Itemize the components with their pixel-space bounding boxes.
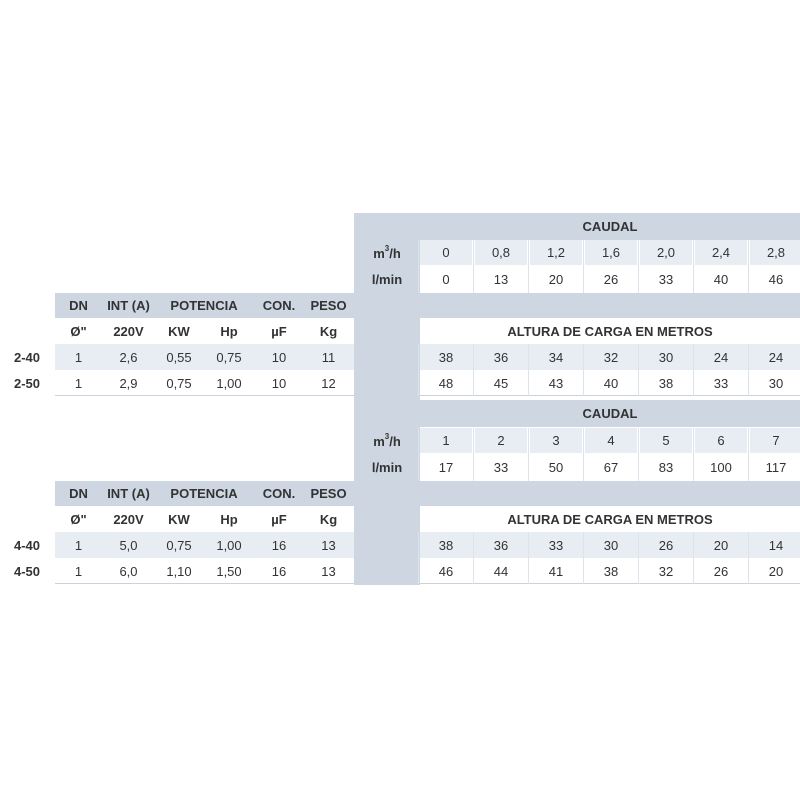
column-separator bbox=[638, 428, 639, 481]
column-separator bbox=[418, 532, 419, 584]
flow-m3h-value: 1,2 bbox=[530, 240, 582, 265]
table-rule bbox=[55, 395, 354, 396]
head-height-value: 30 bbox=[768, 375, 784, 391]
head-height-value: 38 bbox=[603, 563, 619, 579]
column-separator bbox=[528, 428, 529, 481]
flow-m3h-value: 7 bbox=[750, 428, 800, 453]
model-label: 2-50 bbox=[14, 375, 41, 391]
flow-m3h-value: 2,8 bbox=[750, 240, 800, 265]
flow-m3h-value: 6 bbox=[695, 428, 747, 453]
head-height-value: 43 bbox=[548, 375, 564, 391]
caudal-title: CAUDAL bbox=[582, 406, 638, 421]
column-separator bbox=[418, 240, 419, 293]
table-rule bbox=[55, 583, 354, 584]
column-separator bbox=[528, 532, 529, 584]
flow-lmin-value: 67 bbox=[603, 459, 619, 475]
head-height-value: 24 bbox=[768, 349, 784, 365]
head-height-value: 44 bbox=[493, 563, 509, 579]
head-height-value: 26 bbox=[713, 563, 729, 579]
column-separator bbox=[528, 240, 529, 293]
column-separator bbox=[693, 344, 694, 396]
column-separator bbox=[473, 428, 474, 481]
column-separator bbox=[473, 532, 474, 584]
flow-m3h-value: 4 bbox=[585, 428, 637, 453]
spec-value: 1,10 bbox=[166, 563, 192, 579]
flow-lmin-value: 40 bbox=[713, 271, 729, 287]
spec-value: 2,6 bbox=[119, 349, 138, 365]
flow-m3h-value: 2,0 bbox=[640, 240, 692, 265]
column-separator bbox=[583, 428, 584, 481]
caudal-title: CAUDAL bbox=[582, 219, 638, 234]
flow-lmin-value: 0 bbox=[442, 271, 450, 287]
spec-value: 6,0 bbox=[119, 563, 138, 579]
spec-value: 10 bbox=[271, 349, 287, 365]
spec-subheader-label: µF bbox=[271, 511, 287, 527]
column-separator bbox=[583, 532, 584, 584]
altura-header-band bbox=[354, 481, 800, 506]
flow-lmin-value: 26 bbox=[603, 271, 619, 287]
model-label: 2-40 bbox=[14, 349, 41, 365]
head-height-value: 33 bbox=[548, 537, 564, 553]
head-height-value: 41 bbox=[548, 563, 564, 579]
flow-lmin-value: 46 bbox=[768, 271, 784, 287]
head-height-value: 33 bbox=[713, 375, 729, 391]
column-separator bbox=[693, 428, 694, 481]
spec-subheader-label: Kg bbox=[319, 323, 338, 339]
spec-value: 0,55 bbox=[166, 349, 192, 365]
spec-header-label: POTENCIA bbox=[170, 486, 238, 501]
flow-lmin-value: 33 bbox=[493, 459, 509, 475]
head-height-value: 38 bbox=[438, 537, 454, 553]
spec-subheader-label: 220V bbox=[113, 511, 144, 527]
head-height-value: 40 bbox=[603, 375, 619, 391]
flow-lmin-value: 13 bbox=[493, 271, 509, 287]
spec-value: 0,75 bbox=[166, 375, 192, 391]
flow-m3h-value: 1 bbox=[420, 428, 472, 453]
spec-value: 13 bbox=[321, 563, 336, 579]
flow-m3h-value: 3 bbox=[530, 428, 582, 453]
head-height-value: 20 bbox=[768, 563, 784, 579]
altura-title: ALTURA DE CARGA EN METROS bbox=[507, 511, 713, 527]
spec-value: 5,0 bbox=[119, 537, 138, 553]
column-separator bbox=[748, 532, 749, 584]
spec-value: 1 bbox=[74, 349, 83, 365]
spec-value: 2,9 bbox=[119, 375, 138, 391]
unit-lmin-label: l/min bbox=[371, 459, 403, 475]
spec-subheader-label: 220V bbox=[113, 323, 144, 339]
head-height-value: 26 bbox=[658, 537, 674, 553]
head-height-value: 24 bbox=[713, 349, 729, 365]
model-label: 4-40 bbox=[14, 537, 41, 553]
spec-header-label: CON. bbox=[262, 298, 296, 313]
column-separator bbox=[638, 344, 639, 396]
head-height-value: 36 bbox=[493, 537, 509, 553]
flow-m3h-value: 0,8 bbox=[475, 240, 527, 265]
table-rule bbox=[420, 583, 800, 584]
altura-header-band bbox=[354, 293, 800, 318]
head-height-value: 34 bbox=[548, 349, 564, 365]
flow-lmin-value: 20 bbox=[548, 271, 564, 287]
spec-header-label: DN bbox=[69, 298, 88, 313]
head-height-value: 48 bbox=[438, 375, 454, 391]
spec-value: 0,75 bbox=[216, 349, 242, 365]
spec-value: 0,75 bbox=[166, 537, 192, 553]
spec-value: 1 bbox=[74, 563, 83, 579]
flow-m3h-value: 1,6 bbox=[585, 240, 637, 265]
head-height-value: 30 bbox=[603, 537, 619, 553]
spec-header-label: POTENCIA bbox=[170, 298, 238, 313]
column-separator bbox=[748, 240, 749, 293]
column-separator bbox=[418, 344, 419, 396]
spec-subheader-label: KW bbox=[168, 511, 190, 527]
spec-subheader-label: Ø" bbox=[70, 323, 87, 339]
spec-subheader-label: KW bbox=[168, 323, 190, 339]
flow-m3h-value: 0 bbox=[420, 240, 472, 265]
head-height-value: 38 bbox=[658, 375, 674, 391]
table-rule bbox=[420, 395, 800, 396]
head-height-value: 32 bbox=[658, 563, 674, 579]
spec-header-label: INT (A) bbox=[107, 486, 150, 501]
column-separator bbox=[583, 344, 584, 396]
spec-value: 16 bbox=[271, 563, 287, 579]
column-separator bbox=[528, 344, 529, 396]
spec-subheader-label: Hp bbox=[220, 323, 238, 339]
column-separator bbox=[693, 240, 694, 293]
altura-title: ALTURA DE CARGA EN METROS bbox=[507, 323, 713, 339]
flow-lmin-value: 117 bbox=[765, 459, 787, 475]
head-height-value: 20 bbox=[713, 537, 729, 553]
spec-value: 1 bbox=[74, 375, 83, 391]
spec-header-label: DN bbox=[69, 486, 88, 501]
column-separator bbox=[638, 240, 639, 293]
column-separator bbox=[693, 532, 694, 584]
spec-header-label: INT (A) bbox=[107, 298, 150, 313]
flow-m3h-value: 2 bbox=[475, 428, 527, 453]
spec-value: 12 bbox=[321, 375, 336, 391]
column-separator bbox=[638, 532, 639, 584]
flow-lmin-value: 17 bbox=[438, 459, 454, 475]
head-height-value: 30 bbox=[658, 349, 674, 365]
spec-subheader-label: Kg bbox=[319, 511, 338, 527]
head-height-value: 38 bbox=[438, 349, 454, 365]
unit-lmin-label: l/min bbox=[371, 271, 403, 287]
head-height-value: 32 bbox=[603, 349, 619, 365]
column-separator bbox=[473, 344, 474, 396]
unit-m3h-label: m 3 /h bbox=[373, 431, 401, 449]
spec-header-label: CON. bbox=[262, 486, 296, 501]
column-separator bbox=[473, 240, 474, 293]
flow-m3h-value: 5 bbox=[640, 428, 692, 453]
column-separator bbox=[418, 428, 419, 481]
flow-m3h-value: 2,4 bbox=[695, 240, 747, 265]
model-label: 4-50 bbox=[14, 563, 41, 579]
column-separator bbox=[583, 240, 584, 293]
spec-header-label: PESO bbox=[310, 298, 347, 313]
spec-value: 1,50 bbox=[216, 563, 242, 579]
head-height-value: 45 bbox=[493, 375, 509, 391]
head-height-value: 46 bbox=[438, 563, 454, 579]
spec-value: 1,00 bbox=[216, 537, 242, 553]
spec-value: 13 bbox=[321, 537, 336, 553]
flow-lmin-value: 100 bbox=[710, 459, 732, 475]
head-height-value: 14 bbox=[768, 537, 784, 553]
flow-lmin-value: 50 bbox=[548, 459, 564, 475]
spec-value: 11 bbox=[321, 349, 336, 365]
spec-value: 1 bbox=[74, 537, 83, 553]
spec-value: 16 bbox=[271, 537, 287, 553]
flow-lmin-value: 33 bbox=[658, 271, 674, 287]
head-height-value: 36 bbox=[493, 349, 509, 365]
spec-value: 10 bbox=[271, 375, 287, 391]
column-separator bbox=[748, 428, 749, 481]
unit-m3h-label: m 3 /h bbox=[373, 243, 401, 261]
spec-subheader-label: Ø" bbox=[70, 511, 87, 527]
spec-value: 1,00 bbox=[216, 375, 242, 391]
flow-lmin-value: 83 bbox=[658, 459, 674, 475]
spec-header-label: PESO bbox=[310, 486, 347, 501]
spec-subheader-label: Hp bbox=[220, 511, 238, 527]
column-separator bbox=[748, 344, 749, 396]
spec-subheader-label: µF bbox=[271, 323, 287, 339]
